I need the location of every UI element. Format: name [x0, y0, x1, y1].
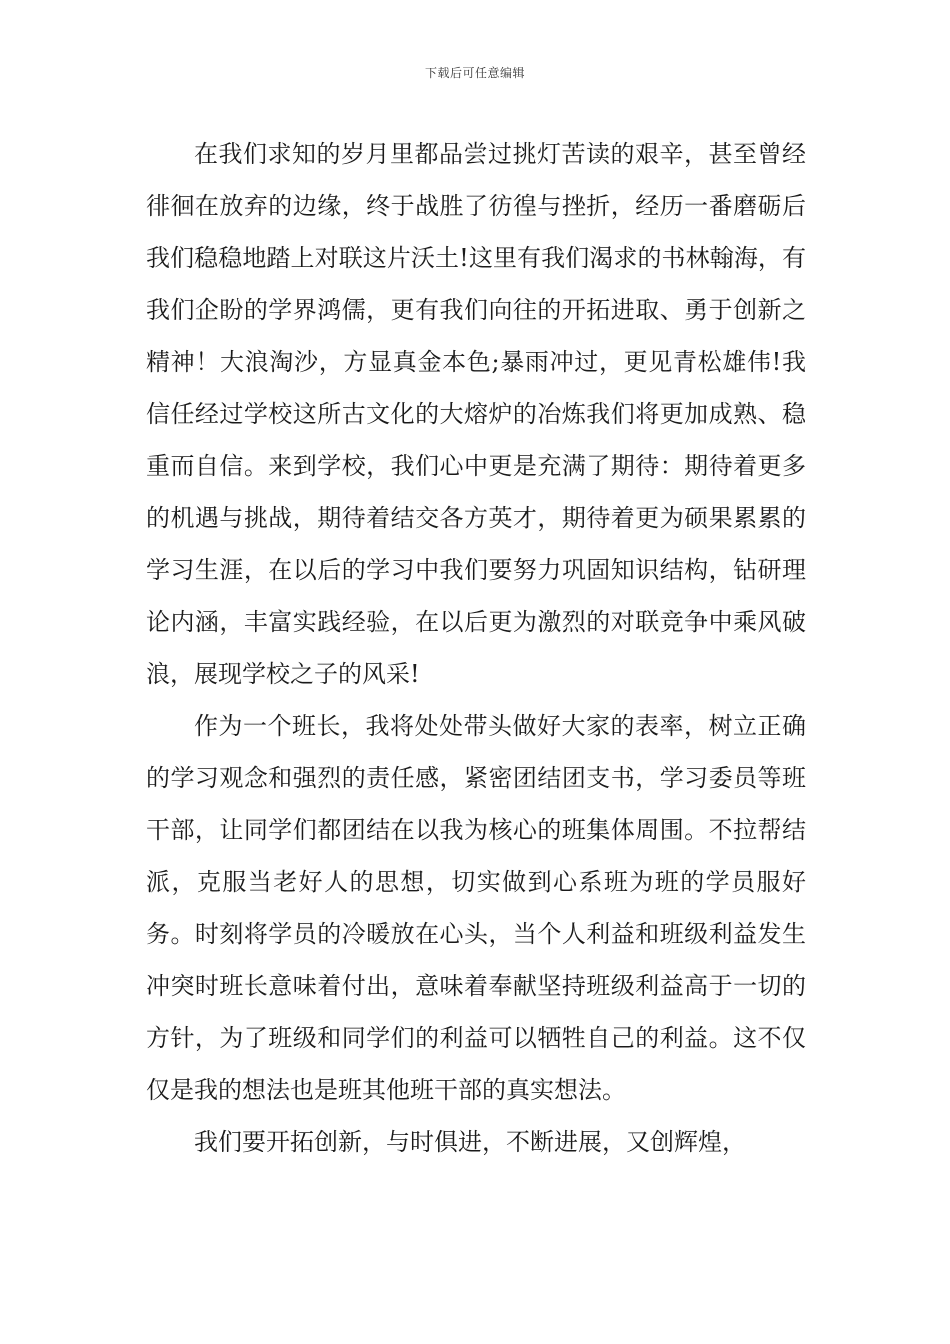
- paragraph-1: 在我们求知的岁月里都品尝过挑灯苦读的艰辛，甚至曾经徘徊在放弃的边缘，终于战胜了彷徨与挫折，经历一番磨砺后我们稳稳地踏上对联这片沃土!这里有我们渴求的书林翰海，有我们企盼的学界鸿儒，更有我们向往的开拓进取、勇于创新之精神！大浪淘沙，方显真金本色;暴雨冲过，更见青松雄伟!我信任经过学校这所古文化的大熔炉的冶炼我们将更加成熟、稳重而自信。来到学校，我们心中更是充满了期待：期待着更多的机遇与挑战，期待着结交各方英才，期待着更为硕果累累的学习生涯，在以后的学习中我们要努力巩固知识结构，钻研理论内涵，丰富实践经验，在以后更为激烈的对联竞争中乘风破浪，展现学校之子的风采!: [146, 140, 806, 688]
- document-body: [146, 128, 806, 1168]
- paragraph-2: 作为一个班长，我将处处带头做好大家的表率，树立正确的学习观念和强烈的责任感，紧密团结团支书，学习委员等班干部，让同学们都团结在以我为核心的班集体周围。不拉帮结派，克服当老好人的思想，切实做到心系班为班的学员服好务。时刻将学员的冷暖放在心头，当个人利益和班级利益发生冲突时班长意味着付出，意味着奉献坚持班级利益高于一切的方针，为了班级和同学们的利益可以牺牲自己的利益。这不仅仅是我的想法也是班其他班干部的真实想法。: [146, 712, 806, 1104]
- page-header: 下载后可任意编辑: [424, 66, 525, 80]
- paragraph-3: 我们要开拓创新，与时俱进，不断进展，又创辉煌，: [194, 1128, 746, 1156]
